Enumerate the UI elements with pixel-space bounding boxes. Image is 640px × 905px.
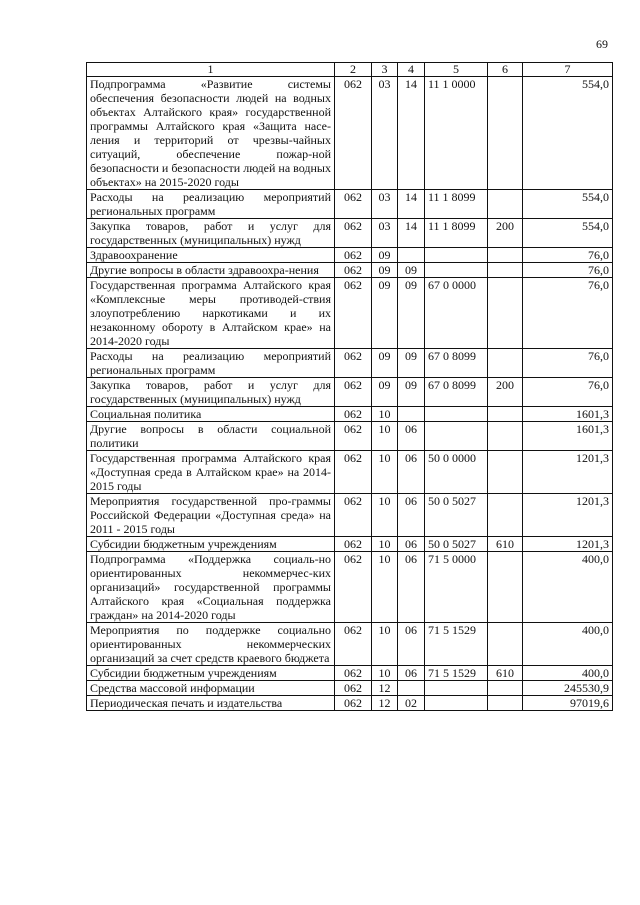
row-subsection: 06 [398, 451, 425, 494]
table-row [87, 552, 613, 623]
row-section: 09 [372, 378, 398, 407]
row-admin-code: 062 [335, 537, 372, 552]
table-row [87, 681, 613, 696]
row-expense-type: 200 [488, 219, 523, 248]
row-admin-code: 062 [335, 451, 372, 494]
row-admin-code: 062 [335, 696, 372, 711]
row-amount: 76,0 [523, 349, 613, 378]
row-amount: 76,0 [523, 263, 613, 278]
row-name: Подпрограмма «Поддержка социаль-но ориентированных некоммерчес-ких организаций» государственной программы Алтайского края «Социальная поддержка граждан» на 2014-2020 годы [87, 552, 335, 623]
table-row [87, 537, 613, 552]
row-subsection: 09 [398, 378, 425, 407]
row-amount: 400,0 [523, 666, 613, 681]
row-amount: 554,0 [523, 219, 613, 248]
table-row [87, 278, 613, 349]
row-admin-code: 062 [335, 681, 372, 696]
row-subsection [398, 407, 425, 422]
row-name: Мероприятия государственной про-граммы Российской Федерации «Доступная среда» на 2011 - 2015 годы [87, 494, 335, 537]
row-amount: 1601,3 [523, 407, 613, 422]
row-section: 09 [372, 278, 398, 349]
row-name: Закупка товаров, работ и услуг для государственных (муниципальных) нужд [87, 378, 335, 407]
row-section: 12 [372, 696, 398, 711]
row-target-article: 71 5 0000 [425, 552, 488, 623]
row-name: Субсидии бюджетным учреждениям [87, 537, 335, 552]
row-subsection: 02 [398, 696, 425, 711]
row-expense-type: 200 [488, 378, 523, 407]
row-subsection: 14 [398, 77, 425, 190]
col-header-section: 3 [372, 63, 398, 77]
row-expense-type [488, 494, 523, 537]
row-amount: 400,0 [523, 623, 613, 666]
row-target-article [425, 263, 488, 278]
row-expense-type [488, 422, 523, 451]
row-section: 10 [372, 552, 398, 623]
row-expense-type [488, 451, 523, 494]
row-admin-code: 062 [335, 407, 372, 422]
row-expense-type [488, 278, 523, 349]
table-row [87, 422, 613, 451]
row-admin-code: 062 [335, 666, 372, 681]
row-name: Другие вопросы в области социальной политики [87, 422, 335, 451]
row-name: Расходы на реализацию мероприятий региональных программ [87, 349, 335, 378]
row-section: 10 [372, 494, 398, 537]
row-section: 09 [372, 263, 398, 278]
row-admin-code: 062 [335, 422, 372, 451]
table-row [87, 623, 613, 666]
table-row [87, 451, 613, 494]
row-expense-type [488, 248, 523, 263]
header-row [87, 63, 613, 77]
row-name: Мероприятия по поддержке социально ориентированных некоммерческих организаций за счет средств краевого бюджета [87, 623, 335, 666]
row-target-article: 67 0 8099 [425, 349, 488, 378]
row-section: 10 [372, 422, 398, 451]
row-name: Здравоохранение [87, 248, 335, 263]
row-name: Государственная программа Алтайского края «Комплексные меры противодей-ствия злоупотреблению наркотиками и их незаконному обороту в Алтайском крае» на 2014-2020 годы [87, 278, 335, 349]
row-section: 10 [372, 623, 398, 666]
row-amount: 1201,3 [523, 451, 613, 494]
row-expense-type: 610 [488, 537, 523, 552]
row-section: 09 [372, 248, 398, 263]
row-admin-code: 062 [335, 263, 372, 278]
row-expense-type [488, 190, 523, 219]
row-subsection: 09 [398, 278, 425, 349]
row-amount: 1601,3 [523, 422, 613, 451]
row-section: 12 [372, 681, 398, 696]
row-admin-code: 062 [335, 248, 372, 263]
row-target-article [425, 681, 488, 696]
row-section: 10 [372, 451, 398, 494]
row-section: 10 [372, 537, 398, 552]
row-name: Другие вопросы в области здравоохра-нения [87, 263, 335, 278]
row-expense-type [488, 552, 523, 623]
row-subsection: 06 [398, 422, 425, 451]
row-target-article: 50 0 0000 [425, 451, 488, 494]
table-row [87, 219, 613, 248]
row-expense-type [488, 623, 523, 666]
row-target-article: 67 0 0000 [425, 278, 488, 349]
row-name: Средства массовой информации [87, 681, 335, 696]
row-admin-code: 062 [335, 552, 372, 623]
table-row [87, 378, 613, 407]
row-subsection: 06 [398, 666, 425, 681]
row-name: Расходы на реализацию мероприятий региональных программ [87, 190, 335, 219]
row-subsection: 06 [398, 537, 425, 552]
row-admin-code: 062 [335, 278, 372, 349]
col-header-subsection: 4 [398, 63, 425, 77]
row-subsection [398, 248, 425, 263]
row-expense-type [488, 263, 523, 278]
table-row [87, 349, 613, 378]
table-row [87, 494, 613, 537]
row-admin-code: 062 [335, 190, 372, 219]
table-row [87, 190, 613, 219]
row-name: Субсидии бюджетным учреждениям [87, 666, 335, 681]
row-name: Периодическая печать и издательства [87, 696, 335, 711]
row-amount: 76,0 [523, 248, 613, 263]
table-row [87, 263, 613, 278]
col-header-admin: 2 [335, 63, 372, 77]
row-expense-type [488, 407, 523, 422]
row-name: Закупка товаров, работ и услуг для государственных (муниципальных) нужд [87, 219, 335, 248]
page-number: 69 [596, 37, 608, 51]
row-target-article: 71 5 1529 [425, 666, 488, 681]
row-section: 03 [372, 219, 398, 248]
row-target-article [425, 407, 488, 422]
row-amount: 245530,9 [523, 681, 613, 696]
col-header-amount: 7 [523, 63, 613, 77]
row-section: 09 [372, 349, 398, 378]
row-subsection: 09 [398, 263, 425, 278]
col-header-name: 1 [87, 63, 335, 77]
row-section: 10 [372, 666, 398, 681]
row-amount: 554,0 [523, 77, 613, 190]
row-section: 10 [372, 407, 398, 422]
row-amount: 1201,3 [523, 494, 613, 537]
row-expense-type [488, 681, 523, 696]
row-target-article [425, 696, 488, 711]
row-amount: 400,0 [523, 552, 613, 623]
row-target-article [425, 248, 488, 263]
row-subsection: 14 [398, 219, 425, 248]
row-amount: 76,0 [523, 378, 613, 407]
row-admin-code: 062 [335, 219, 372, 248]
row-subsection: 06 [398, 623, 425, 666]
row-admin-code: 062 [335, 77, 372, 190]
row-name: Социальная политика [87, 407, 335, 422]
row-target-article: 50 0 5027 [425, 537, 488, 552]
row-admin-code: 062 [335, 494, 372, 537]
row-subsection [398, 681, 425, 696]
row-target-article: 11 1 0000 [425, 77, 488, 190]
row-target-article: 11 1 8099 [425, 219, 488, 248]
row-subsection: 09 [398, 349, 425, 378]
table-row [87, 696, 613, 711]
budget-table [86, 62, 613, 711]
row-target-article: 11 1 8099 [425, 190, 488, 219]
row-amount: 76,0 [523, 278, 613, 349]
row-subsection: 06 [398, 494, 425, 537]
table-row [87, 248, 613, 263]
table-row [87, 666, 613, 681]
row-amount: 1201,3 [523, 537, 613, 552]
row-section: 03 [372, 190, 398, 219]
col-header-target-article: 5 [425, 63, 488, 77]
col-header-expense-type: 6 [488, 63, 523, 77]
row-amount: 554,0 [523, 190, 613, 219]
row-admin-code: 062 [335, 378, 372, 407]
row-admin-code: 062 [335, 623, 372, 666]
row-subsection: 06 [398, 552, 425, 623]
row-section: 03 [372, 77, 398, 190]
row-name: Государственная программа Алтайского края «Доступная среда в Алтайском крае» на 2014-2015 годы [87, 451, 335, 494]
table-body [87, 77, 613, 711]
row-target-article: 67 0 8099 [425, 378, 488, 407]
row-expense-type [488, 696, 523, 711]
row-expense-type [488, 77, 523, 190]
row-subsection: 14 [398, 190, 425, 219]
row-expense-type [488, 349, 523, 378]
table-row [87, 77, 613, 190]
row-target-article [425, 422, 488, 451]
row-amount: 97019,6 [523, 696, 613, 711]
table-row [87, 407, 613, 422]
row-name: Подпрограмма «Развитие системы обеспечения безопасности людей на водных объектах Алтайского края» государственной программы Алтайского края «Защита насе-ления и территорий от чрезвы-чайных ситуаций, обеспечение пожар-ной безопасности и безопасности людей на водных объектах» на 2015-2020 годы [87, 77, 335, 190]
row-target-article: 50 0 5027 [425, 494, 488, 537]
row-admin-code: 062 [335, 349, 372, 378]
row-expense-type: 610 [488, 666, 523, 681]
row-target-article: 71 5 1529 [425, 623, 488, 666]
